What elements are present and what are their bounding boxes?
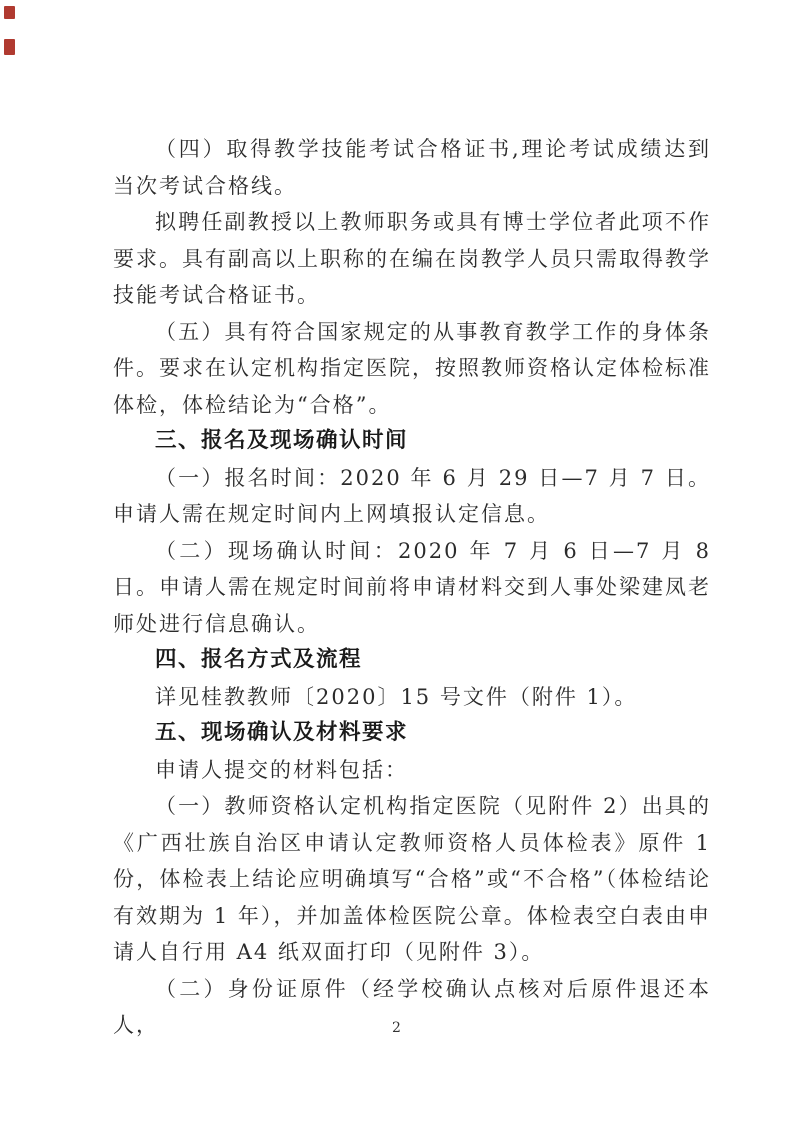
paragraph: 详见桂教教师〔2020〕15 号文件（附件 1）。 xyxy=(155,684,638,709)
paragraph: （四）取得教学技能考试合格证书,理论考试成绩达到当次考试合格线。 xyxy=(113,137,711,198)
paragraph: （五）具有符合国家规定的从事教育教学工作的身体条件。要求在认定机构指定医院，按照教师资格认定体检标准体检，体检结论为“合格”。 xyxy=(113,319,711,417)
paragraph: （二）现场确认时间：2020 年 7 月 6 日—7 月 8 日。申请人需在规定时间前将申请材料交到人事处梁建凤老师处进行信息确认。 xyxy=(113,538,711,636)
section-heading: 四、报名方式及流程 xyxy=(155,647,363,672)
paragraph: 申请人提交的材料包括： xyxy=(155,757,408,782)
paragraph: （一）教师资格认定机构指定医院（见附件 2）出具的《广西壮族自治区申请认定教师资格人员体检表》原件 1 份，体检表上结论应明确填写“合格”或“不合格”（体检结论有效期为 1 年），并加盖体检医院公章。体检表空白表由申请人自行用 A4 纸双面打印（见附件 3）。 xyxy=(113,794,711,964)
scan-artifact-mark xyxy=(4,39,15,55)
paragraph: 拟聘任副教授以上教师职务或具有博士学位者此项不作要求。具有副高以上职称的在编在岗教学人员只需取得教学技能考试合格证书。 xyxy=(113,210,711,307)
section-heading: 五、现场确认及材料要求 xyxy=(155,720,409,745)
page-number: 2 xyxy=(392,1020,401,1036)
section-heading: 三、报名及现场确认时间 xyxy=(155,428,409,453)
document-body xyxy=(113,131,711,1044)
scan-artifact-mark xyxy=(4,6,15,19)
paragraph: （一）报名时间：2020 年 6 月 29 日—7 月 7 日。申请人需在规定时间内上网填报认定信息。 xyxy=(113,465,711,526)
paragraph: （二）身份证原件（经学校确认点核对后原件退还本人， xyxy=(113,976,711,1037)
